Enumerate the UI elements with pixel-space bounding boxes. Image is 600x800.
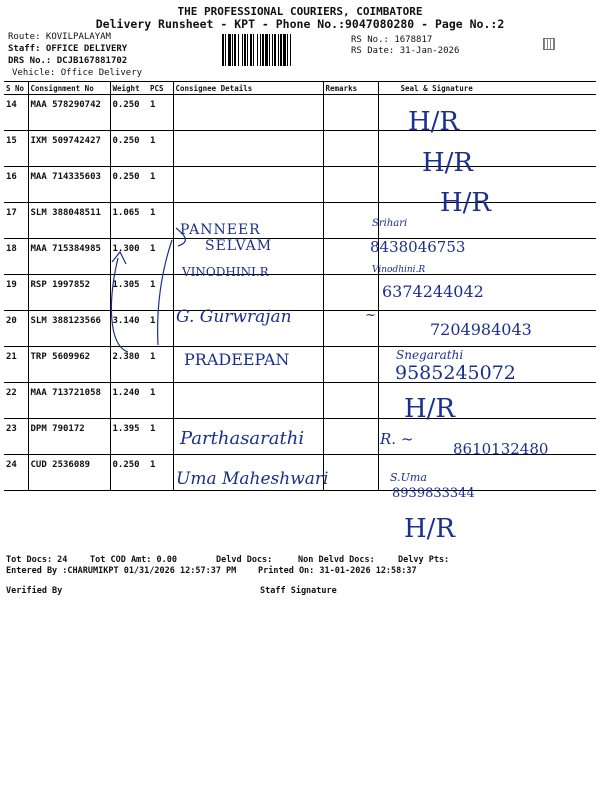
rs-number: RS No.: 1678817 bbox=[351, 35, 433, 45]
consignment-cell: DPM 790172 bbox=[28, 419, 110, 455]
non-delivered-docs: Non Delvd Docs: bbox=[298, 555, 375, 565]
sno-cell: 23 bbox=[4, 419, 28, 455]
arrow-head bbox=[112, 252, 126, 264]
handwritten-signature: H/R bbox=[408, 107, 460, 137]
company-name: THE PROFESSIONAL COURIERS, COIMBATORE bbox=[177, 5, 423, 18]
handwritten-phone: 8939833344 bbox=[392, 486, 475, 501]
sno-cell: 22 bbox=[4, 383, 28, 419]
weight-cell: 1.300 bbox=[110, 239, 148, 275]
weight-cell: 3.140 bbox=[110, 311, 148, 347]
arrow-stroke bbox=[176, 228, 185, 246]
sno-cell: 18 bbox=[4, 239, 28, 275]
handwritten-signature: Srihari bbox=[372, 218, 408, 229]
handwritten-phone: 8610132480 bbox=[453, 440, 549, 458]
consignment-cell: SLM 388048511 bbox=[28, 203, 110, 239]
handwritten-phone: 6374244042 bbox=[382, 282, 484, 301]
handwritten-phone: 7204984043 bbox=[430, 320, 532, 339]
staff-signature-label: Staff Signature bbox=[260, 586, 337, 596]
total-docs: Tot Docs: 24 bbox=[6, 555, 68, 565]
col-sno-header: S No bbox=[4, 82, 28, 95]
weight-cell: 0.250 bbox=[110, 95, 148, 131]
sno-cell: 16 bbox=[4, 167, 28, 203]
total-cod-amount: Tot COD Amt: 0.00 bbox=[90, 555, 177, 565]
handwritten-signature: H/R bbox=[404, 394, 456, 424]
route-label: Route: KOVILPALAYAM bbox=[8, 32, 111, 42]
vehicle-label: Vehicle: Office Delivery bbox=[12, 68, 143, 78]
pcs-cell: 1 bbox=[148, 275, 173, 311]
weight-cell: 1.305 bbox=[110, 275, 148, 311]
pcs-cell: 1 bbox=[148, 239, 173, 275]
pcs-cell: 1 bbox=[148, 455, 173, 491]
printed-on: Printed On: 31-01-2026 12:58:37 bbox=[258, 566, 417, 576]
handwritten-signature: ~ bbox=[365, 308, 376, 323]
handwritten-signature: H/R bbox=[422, 148, 474, 178]
handwritten-consignee: Parthasarathi bbox=[180, 428, 305, 449]
pcs-cell: 1 bbox=[148, 167, 173, 203]
runsheet-title: Delivery Runsheet - KPT - Phone No.:9047080280 - Page No.:2 bbox=[95, 17, 505, 31]
handwritten-consignee: PRADEEPAN bbox=[184, 350, 290, 369]
handwritten-phone: 8438046753 bbox=[370, 238, 466, 256]
consignment-cell: MAA 714335603 bbox=[28, 167, 110, 203]
delivery-points: Delvy Pts: bbox=[398, 555, 450, 565]
weight-cell: 0.250 bbox=[110, 131, 148, 167]
col-consignment-header: Consignment No bbox=[28, 82, 110, 95]
handwritten-signature: Snegarathi bbox=[396, 348, 464, 362]
pcs-cell: 1 bbox=[148, 95, 173, 131]
handwritten-consignee: Uma Maheshwari bbox=[176, 469, 329, 489]
handwritten-phone: 9585245072 bbox=[395, 362, 516, 384]
sno-cell: 14 bbox=[4, 95, 28, 131]
sno-cell: 19 bbox=[4, 275, 28, 311]
handwritten-consignee: PANNEER bbox=[180, 222, 261, 238]
pcs-cell: 1 bbox=[148, 419, 173, 455]
drs-number: DRS No.: DCJB167881702 bbox=[8, 56, 128, 66]
pcs-cell: 1 bbox=[148, 347, 173, 383]
sno-cell: 15 bbox=[4, 131, 28, 167]
weight-cell: 1.240 bbox=[110, 383, 148, 419]
pcs-cell: 1 bbox=[148, 131, 173, 167]
pcs-cell: 1 bbox=[148, 383, 173, 419]
arrow-stroke bbox=[111, 258, 128, 352]
consignment-cell: IXM 509742427 bbox=[28, 131, 110, 167]
handwritten-consignee: SELVAM bbox=[205, 238, 273, 254]
pcs-cell: 1 bbox=[148, 311, 173, 347]
handwritten-consignee: VINODHINI.R bbox=[182, 265, 269, 279]
weight-cell: 0.250 bbox=[110, 455, 148, 491]
handwritten-signature: R. ~ bbox=[380, 430, 414, 448]
rs-date: RS Date: 31-Jan-2026 bbox=[351, 46, 460, 56]
col-consignee-header: Consignee Details bbox=[173, 82, 323, 95]
handwritten-signature: S.Uma bbox=[390, 471, 427, 484]
handwritten-signature: Vinodhini.R bbox=[372, 265, 426, 275]
handwritten-signature: H/R bbox=[404, 514, 456, 544]
handwritten-signature: H/R bbox=[440, 188, 492, 218]
consignment-cell: MAA 578290742 bbox=[28, 95, 110, 131]
weight-cell: 1.395 bbox=[110, 419, 148, 455]
verified-by: Verified By bbox=[6, 586, 63, 596]
col-weight-header: Weight bbox=[110, 82, 148, 95]
entered-by: Entered By :CHARUMIKPT 01/31/2026 12:57:37 PM bbox=[6, 566, 237, 576]
consignment-cell: SLM 388123566 bbox=[28, 311, 110, 347]
consignment-cell: RSP 1997852 bbox=[28, 275, 110, 311]
staff-label: Staff: OFFICE DELIVERY bbox=[8, 44, 128, 54]
sno-cell: 17 bbox=[4, 203, 28, 239]
col-remarks-header: Remarks bbox=[323, 82, 378, 95]
sno-cell: 20 bbox=[4, 311, 28, 347]
sno-cell: 21 bbox=[4, 347, 28, 383]
weight-cell: 1.065 bbox=[110, 203, 148, 239]
consignment-cell: TRP 5609962 bbox=[28, 347, 110, 383]
sno-cell: 24 bbox=[4, 455, 28, 491]
pcs-cell: 1 bbox=[148, 203, 173, 239]
col-pcs-header: PCS bbox=[148, 82, 173, 95]
consignment-cell: CUD 2536089 bbox=[28, 455, 110, 491]
weight-cell: 0.250 bbox=[110, 167, 148, 203]
consignment-cell: MAA 713721058 bbox=[28, 383, 110, 419]
weight-cell: 2.380 bbox=[110, 347, 148, 383]
handwritten-consignee: G. Gurwrajan bbox=[176, 307, 292, 327]
arrow-stroke bbox=[158, 240, 172, 345]
col-signature-header: Seal & Signature bbox=[378, 82, 596, 95]
delivered-docs: Delvd Docs: bbox=[216, 555, 273, 565]
consignment-cell: MAA 715384985 bbox=[28, 239, 110, 275]
